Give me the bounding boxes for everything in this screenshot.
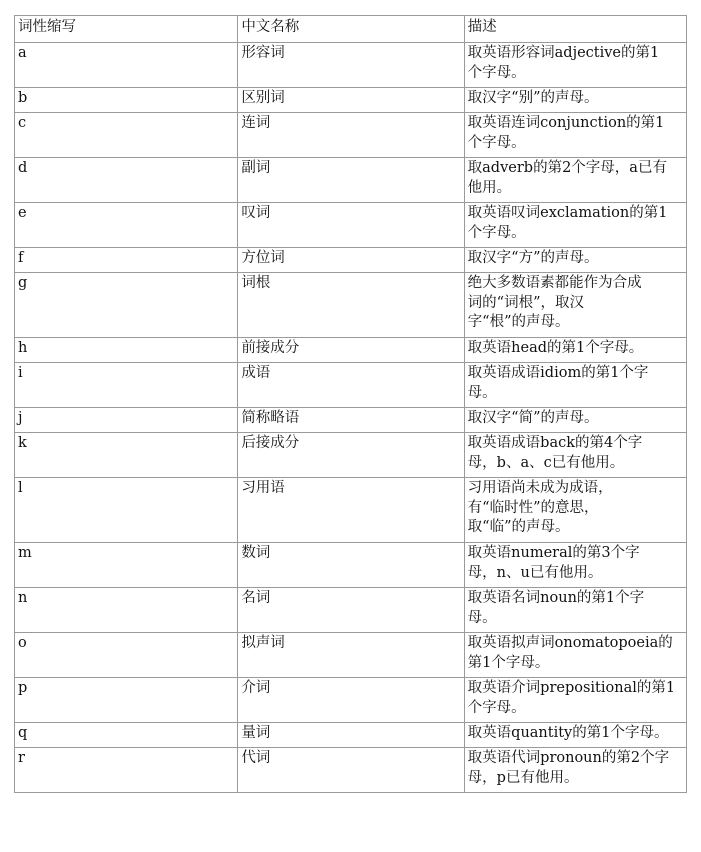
- table-row: [15, 678, 687, 723]
- table-row: [15, 633, 687, 678]
- abbreviation-cell: l: [15, 478, 238, 543]
- table-row: [15, 478, 687, 543]
- description-cell: 习用语尚未成为成语， 有“临时性”的意思， 取“临”的声母。: [464, 478, 686, 543]
- chinese-name-cell: 区别词: [238, 88, 464, 113]
- table-header-row: [15, 16, 687, 43]
- table-row: [15, 363, 687, 408]
- description-cell: 取英语head的第1个字母。: [464, 338, 686, 363]
- description-cell: 取英语成语idiom的第1个字 母。: [464, 363, 686, 408]
- abbreviation-cell: i: [15, 363, 238, 408]
- chinese-name-cell: 习用语: [238, 478, 464, 543]
- abbreviation-cell: r: [15, 748, 238, 793]
- table-row: [15, 113, 687, 158]
- description-cell: 取adverb的第2个字母，a已有 他用。: [464, 158, 686, 203]
- description-cell: 取英语名词noun的第1个字 母。: [464, 588, 686, 633]
- chinese-name-cell: 副词: [238, 158, 464, 203]
- table-row: [15, 203, 687, 248]
- table-row: [15, 88, 687, 113]
- description-cell: 取英语成语back的第4个字 母，b、a、c已有他用。: [464, 433, 686, 478]
- chinese-name-cell: 介词: [238, 678, 464, 723]
- table-body: [15, 43, 687, 793]
- chinese-name-cell: 数词: [238, 543, 464, 588]
- description-cell: 取英语numeral的第3个字 母，n、u已有他用。: [464, 543, 686, 588]
- chinese-name-cell: 连词: [238, 113, 464, 158]
- abbreviation-cell: j: [15, 408, 238, 433]
- chinese-name-cell: 量词: [238, 723, 464, 748]
- table-row: [15, 248, 687, 273]
- abbreviation-cell: d: [15, 158, 238, 203]
- description-cell: 取英语代词pronoun的第2个字 母，p已有他用。: [464, 748, 686, 793]
- table-row: [15, 588, 687, 633]
- description-cell: 取汉字“方”的声母。: [464, 248, 686, 273]
- table-row: [15, 273, 687, 338]
- header-abbreviation: 词性缩写: [15, 16, 238, 43]
- chinese-name-cell: 代词: [238, 748, 464, 793]
- header-chinese-name: 中文名称: [238, 16, 464, 43]
- table-row: [15, 43, 687, 88]
- chinese-name-cell: 后接成分: [238, 433, 464, 478]
- header-description: 描述: [464, 16, 686, 43]
- pos-abbreviation-table: [14, 15, 687, 793]
- chinese-name-cell: 拟声词: [238, 633, 464, 678]
- chinese-name-cell: 形容词: [238, 43, 464, 88]
- abbreviation-cell: o: [15, 633, 238, 678]
- table-row: [15, 408, 687, 433]
- description-cell: 取英语形容词adjective的第1 个字母。: [464, 43, 686, 88]
- abbreviation-cell: k: [15, 433, 238, 478]
- description-cell: 取英语拟声词onomatopoeia的 第1个字母。: [464, 633, 686, 678]
- description-cell: 取汉字“别”的声母。: [464, 88, 686, 113]
- chinese-name-cell: 前接成分: [238, 338, 464, 363]
- abbreviation-cell: n: [15, 588, 238, 633]
- abbreviation-cell: c: [15, 113, 238, 158]
- table-row: [15, 338, 687, 363]
- table-row: [15, 748, 687, 793]
- description-cell: 取汉字“简”的声母。: [464, 408, 686, 433]
- chinese-name-cell: 成语: [238, 363, 464, 408]
- abbreviation-cell: p: [15, 678, 238, 723]
- description-cell: 取英语quantity的第1个字母。: [464, 723, 686, 748]
- abbreviation-cell: a: [15, 43, 238, 88]
- description-cell: 取英语连词conjunction的第1 个字母。: [464, 113, 686, 158]
- abbreviation-cell: b: [15, 88, 238, 113]
- abbreviation-cell: e: [15, 203, 238, 248]
- chinese-name-cell: 名词: [238, 588, 464, 633]
- abbreviation-cell: h: [15, 338, 238, 363]
- table-row: [15, 723, 687, 748]
- chinese-name-cell: 词根: [238, 273, 464, 338]
- description-cell: 绝大多数语素都能作为合成 词的“词根”，取汉 字“根”的声母。: [464, 273, 686, 338]
- description-cell: 取英语叹词exclamation的第1 个字母。: [464, 203, 686, 248]
- table-row: [15, 543, 687, 588]
- abbreviation-cell: m: [15, 543, 238, 588]
- chinese-name-cell: 简称略语: [238, 408, 464, 433]
- description-cell: 取英语介词prepositional的第1 个字母。: [464, 678, 686, 723]
- chinese-name-cell: 方位词: [238, 248, 464, 273]
- abbreviation-cell: q: [15, 723, 238, 748]
- chinese-name-cell: 叹词: [238, 203, 464, 248]
- abbreviation-cell: g: [15, 273, 238, 338]
- table-row: [15, 433, 687, 478]
- abbreviation-cell: f: [15, 248, 238, 273]
- table-row: [15, 158, 687, 203]
